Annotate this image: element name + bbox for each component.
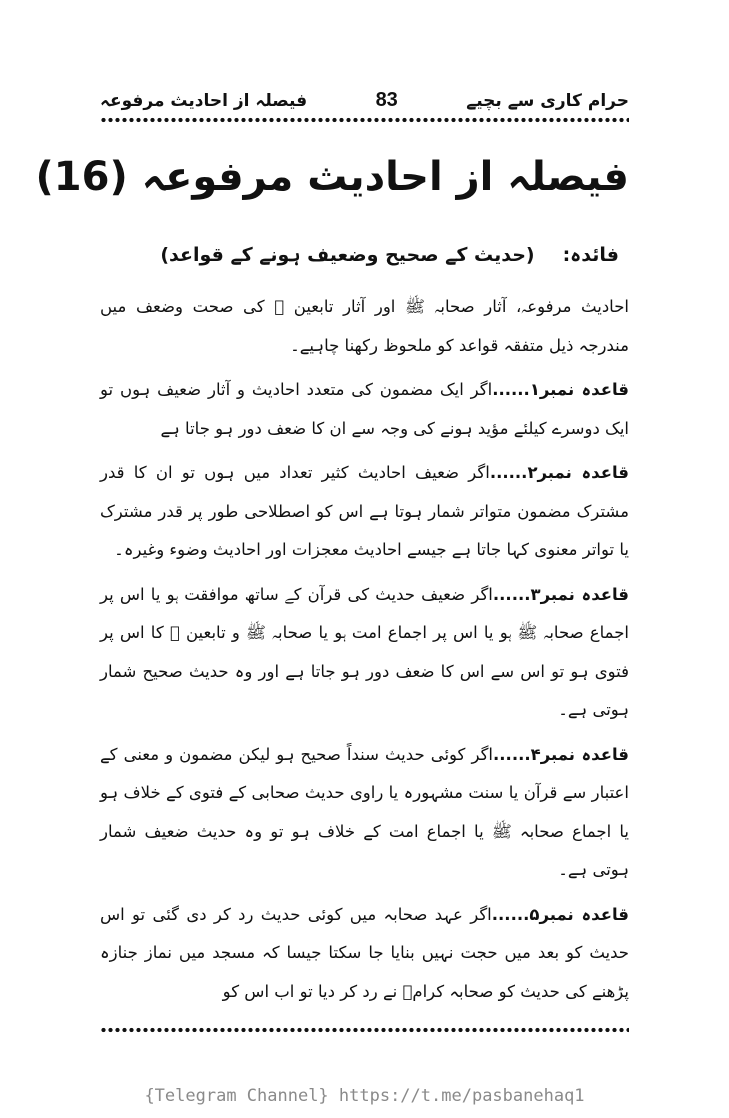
rule-paragraph xyxy=(100,736,629,890)
faida-label: فائدہ: xyxy=(562,244,619,266)
rule-paragraph xyxy=(100,896,629,1012)
section-title: فیصلہ از احادیث مرفوعہ xyxy=(100,90,308,111)
rule-text: اگر ایک مضمون کی متعدد احادیث و آثار ضعیف ہوں تو ایک دوسرے کیلئے مؤید ہونے کی وجہ سے ان کا ضعف دور ہو جاتا ہے xyxy=(100,380,629,438)
rule-label: قاعدہ نمبر۴...... xyxy=(493,744,629,764)
rule-paragraph xyxy=(100,454,629,570)
rule-paragraph xyxy=(100,576,629,730)
rule-label: قاعدہ نمبر۱...... xyxy=(492,380,629,399)
page-header xyxy=(100,82,629,118)
rule-text: اگر ضعیف حدیث کی قرآن کے ساتھ موافقت ہو یا اس پر اجماع صحابہ ﷺ ہو یا اس پر اجماع امت ہو یا صحابہ ﷺ و تابعین ﷫ کا اس پر فتوی ہو تو اس سے اس کا ضعف دور ہو جاتا ہے اور وہ حدیث صحیح شمار ہوتی ہے۔ xyxy=(100,584,629,719)
telegram-watermark: {Telegram Channel} https://t.me/pasbanehaq1 xyxy=(144,1086,585,1106)
faida-subtitle: (حدیث کے صحیح وضعیف ہونے کے قواعد) xyxy=(160,244,535,266)
book-title: حرام کاری سے بچیے xyxy=(466,90,629,111)
faida-line xyxy=(100,238,619,272)
intro-paragraph: احادیث مرفوعہ، آثار صحابہ ﷺ اور آثار تابعین ﷫ کی صحت وضعف میں مندرجہ ذیل متفقہ قواعد کو ملحوظ رکھنا چاہیے۔ xyxy=(100,297,629,355)
footer-dotted-rule xyxy=(100,1026,629,1034)
chapter-title: فیصلہ از احادیث مرفوعہ (16) xyxy=(35,154,629,200)
rule-label: قاعدہ نمبر۳...... xyxy=(492,584,629,604)
page-number: 83 xyxy=(375,88,398,111)
rule-label: قاعدہ نمبر۵...... xyxy=(491,904,629,924)
rule-label: قاعدہ نمبر۲...... xyxy=(489,463,629,482)
header-dotted-rule xyxy=(100,116,629,124)
rule-text: اگر کوئی حدیث سنداً صحیح ہو لیکن مضمون و معنی کے اعتبار سے قرآن یا سنت مشہورہ یا راوی حدیث صحابی کے فتوی کے خلاف ہو یا اجماع صحابہ ﷺ یا اجماع امت کے خلاف ہو تو وہ حدیث ضعیف شمار ہوتی ہے۔ xyxy=(100,744,629,879)
rule-text: اگر عہد صحابہ میں کوئی حدیث رد کر دی گئی تو اس حدیث کو بعد میں حجت نہیں بنایا جا سکتا جیسا کہ مسجد میں نماز جنازہ پڑھنے کی حدیث کو صحابہ کرامؓ نے رد کر دیا تو اب اس کو xyxy=(100,904,629,1001)
rule-text: اگر ضعیف احادیث کثیر تعداد میں ہوں تو ان کا قدر مشترک مضمون متواتر شمار ہوتا ہے اس کو اصطلاحی طور پر قدر مشترک یا تواتر معنوی کہا جاتا ہے جیسے احادیث معجزات اور احادیث وضوء وغیرہ۔ xyxy=(100,463,629,559)
rule-paragraph xyxy=(100,371,629,448)
page-body xyxy=(100,288,629,1017)
